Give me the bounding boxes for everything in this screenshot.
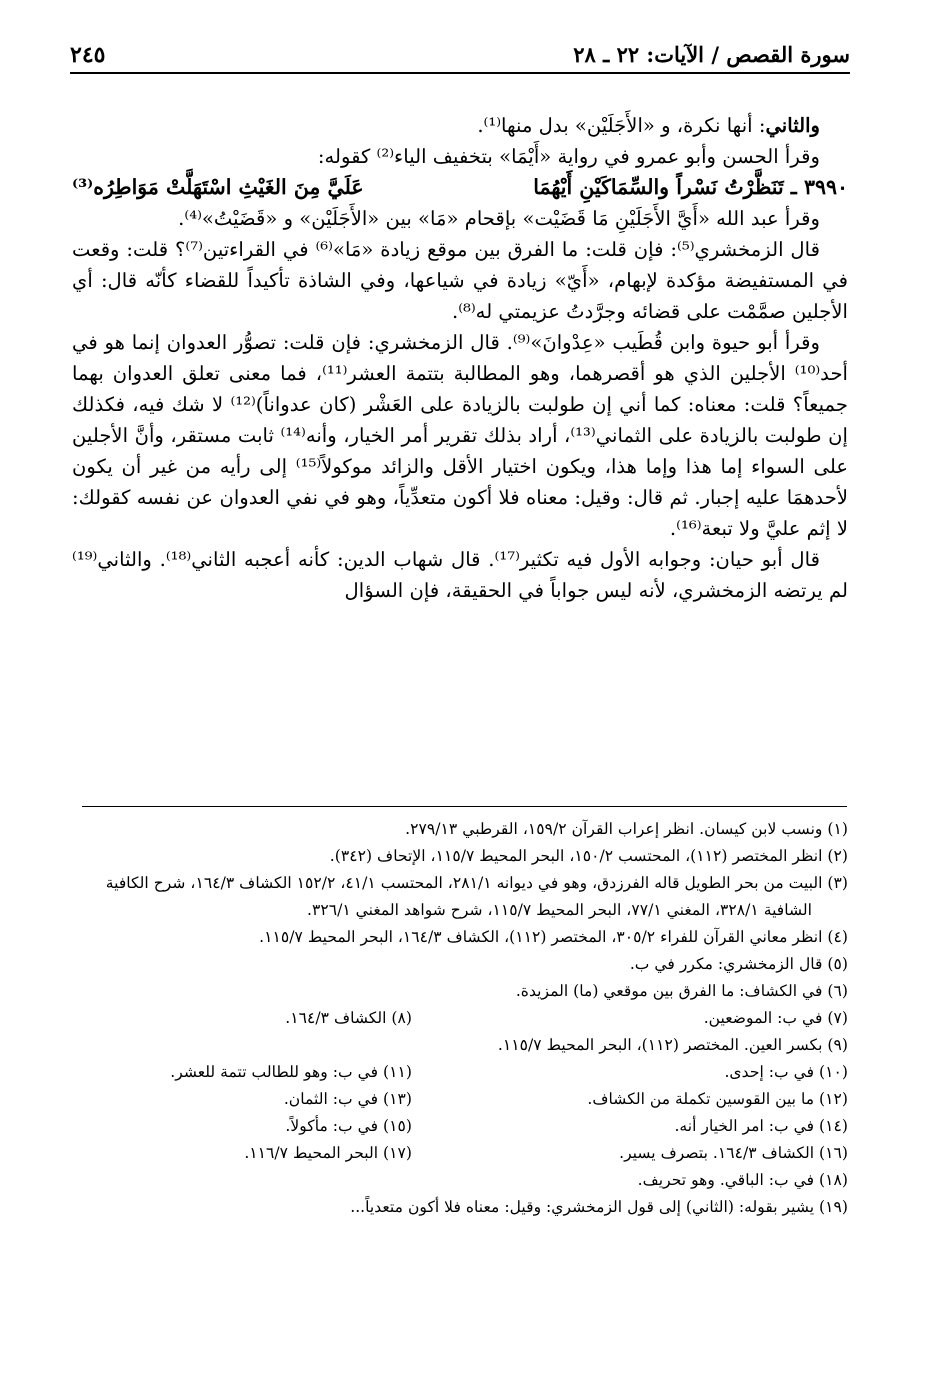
poetry-verse: [72, 172, 848, 203]
term-label: والثاني: [765, 114, 820, 137]
footnote-12: (١٢) ما بين القوسين تكملة من الكشاف.: [587, 1090, 848, 1108]
footnote-row-14-15: [72, 1113, 848, 1140]
running-title: سورة القصص / الآيات: ٢٢ ـ ٢٨: [573, 42, 850, 67]
paragraph-5: وقرأ أبو حيوة وابن قُطَيب «عِدْوانَ»⁽⁹⁾. قال الزمخشري: فإن قلت: تصوُّر العدوان إنما هو في أحد⁽¹⁰⁾ الأجلين الذي هو أقصرهما، وهو المطالبة بتتمة العشر⁽¹¹⁾، فما معنى تعلق العدوان بهما جميعاً؟ قلت: معناه: كما أني إن طولبت بالزيادة على العَشْر (كان عدواناً)⁽¹²⁾ لا شك فيه، فكذلك إن طولبت بالزيادة على الثماني⁽¹³⁾، أراد بذلك تقرير أمر الخيار، وأنه⁽¹⁴⁾ ثابت مستقر، وأنَّ الأجلين على السواء إما هذا وإما هذا، ويكون اختيار الأقل والزائد موكولاً⁽¹⁵⁾ إلى رأيه من غير أن يكون لأحدهمَا عليه إجبار. ثم قال: وقيل: معناه فلا أكون متعدِّياً، وهو في نفي العدوان عن نفسه كقولك: لا إثم عليَّ ولا تبعة⁽¹⁶⁾.: [72, 331, 849, 540]
footnote-16: (١٦) الكشاف ١٦٤/٣. بتصرف يسير.: [619, 1144, 848, 1162]
footnote-row-16-17: [72, 1140, 848, 1167]
verse-first-hemistich: ٣٩٩٠ ـ تَنَظَّرْتُ نَسْراً والسِّمَاكَيْنِ أَيْهُمَا: [533, 175, 848, 199]
main-text: [72, 110, 848, 606]
footnote-9: (٩) بكسر العين. المختصر (١١٢)، البحر المحيط ١١٥/٧.: [497, 1036, 848, 1054]
footnote-5: (٥) قال الزمخشري: مكرر في ب.: [629, 955, 848, 973]
footnote-10: (١٠) في ب: إحدى.: [724, 1063, 848, 1081]
footnote-17: (١٧) البحر المحيط ١١٦/٧.: [244, 1144, 412, 1162]
footnote-1: (١) ونسب لابن كيسان. انظر إعراب القرآن ١٥٩/٢، القرطبي ٢٧٩/١٣.: [405, 820, 848, 838]
footnote-2: (٢) انظر المختصر (١١٢)، المحتسب ١٥٠/٢، البحر المحيط ١١٥/٧، الإتحاف (٣٤٢).: [329, 847, 848, 865]
footnote-13: (١٣) في ب: الثمان.: [283, 1090, 412, 1108]
footnote-row-12-13: [72, 1086, 848, 1113]
footnote-18: (١٨) في ب: الباقي. وهو تحريف.: [637, 1171, 848, 1189]
paragraph-2: وقرأ الحسن وأبو عمرو في رواية «أَيْمَا» بتخفيف الياء⁽²⁾ كقوله:: [317, 145, 820, 168]
footnote-separator: [82, 806, 847, 807]
footnote-row-7-8: [72, 1005, 848, 1032]
paragraph-1: والثاني: أنها نكرة، و «الأَجَلَيْن» بدل منها⁽¹⁾.: [477, 114, 820, 137]
footnotes: [72, 816, 848, 1221]
footnote-15: (١٥) في ب: مأكولاً.: [285, 1117, 412, 1135]
header-rule: [70, 72, 850, 74]
footnote-8: (٨) الكشاف ١٦٤/٣.: [285, 1009, 412, 1027]
footnote-row-10-11: [72, 1059, 848, 1086]
page-number: ٢٤٥: [70, 42, 106, 68]
footnote-19: (١٩) يشير بقوله: (الثاني) إلى قول الزمخشري: وقيل: معناه فلا أكون متعدياً...: [350, 1198, 848, 1216]
paragraph-4: قال الزمخشري⁽⁵⁾: فإن قلت: ما الفرق بين موقع زيادة «مَا»⁽⁶⁾ في القراءتين⁽⁷⁾؟ قلت: وقعت في المستفيضة مؤكدة لإبهام، «أَيّ» زيادة في شياعها، وفي الشاذة تأكيداً للقضاء كأنّه قال: أي الأجلين صمَّمْت على قضائه وجرَّدتُ عزيمتي له⁽⁸⁾.: [72, 238, 848, 323]
footnote-7: (٧) في ب: الموضعين.: [703, 1009, 848, 1027]
verse-second-hemistich: عَلَيَّ مِنَ الغَيْثِ اسْتَهَلَّتْ مَوَاطِرُه⁽³⁾: [72, 175, 364, 199]
footnote-14: (١٤) في ب: امر الخيار أنه.: [674, 1117, 848, 1135]
footnote-6: (٦) في الكشاف: ما الفرق بين موقعي (ما) المزيدة.: [515, 982, 848, 1000]
paragraph-3: وقرأ عبد الله «أَيَّ الأَجَلَيْنِ مَا قَضَيْت» بإقحام «مَا» بين «الأَجَلَيْن» و «قَضَيْتُ»⁽⁴⁾.: [178, 207, 820, 230]
paragraph-6: قال أبو حيان: وجوابه الأول فيه تكثير⁽¹⁷⁾. قال شهاب الدين: كأنه أعجبه الثاني⁽¹⁸⁾. والثاني⁽¹⁹⁾ لم يرتضه الزمخشري، لأنه ليس جواباً في الحقيقة، فإن السؤال: [72, 548, 848, 602]
footnote-3: (٣) البيت من بحر الطويل قاله الفرزدق، وهو في ديوانه ٢٨١/١، المحتسب ٤١/١، ١٥٢/٢ الكشاف ١٦٤/٣، شرح الكافية الشافية ٣٢٨/١، المغني ٧٧/١، البحر المحيط ١١٥/٧، شرح شواهد المغني ٣٢٦/١.: [105, 874, 848, 919]
page-header: [70, 38, 850, 74]
footnote-4: (٤) انظر معاني القرآن للفراء ٣٠٥/٢، المختصر (١١٢)، الكشاف ١٦٤/٣، البحر المحيط ١١٥/٧.: [259, 928, 848, 946]
footnote-11: (١١) في ب: وهو للطالب تتمة للعشر.: [170, 1063, 412, 1081]
